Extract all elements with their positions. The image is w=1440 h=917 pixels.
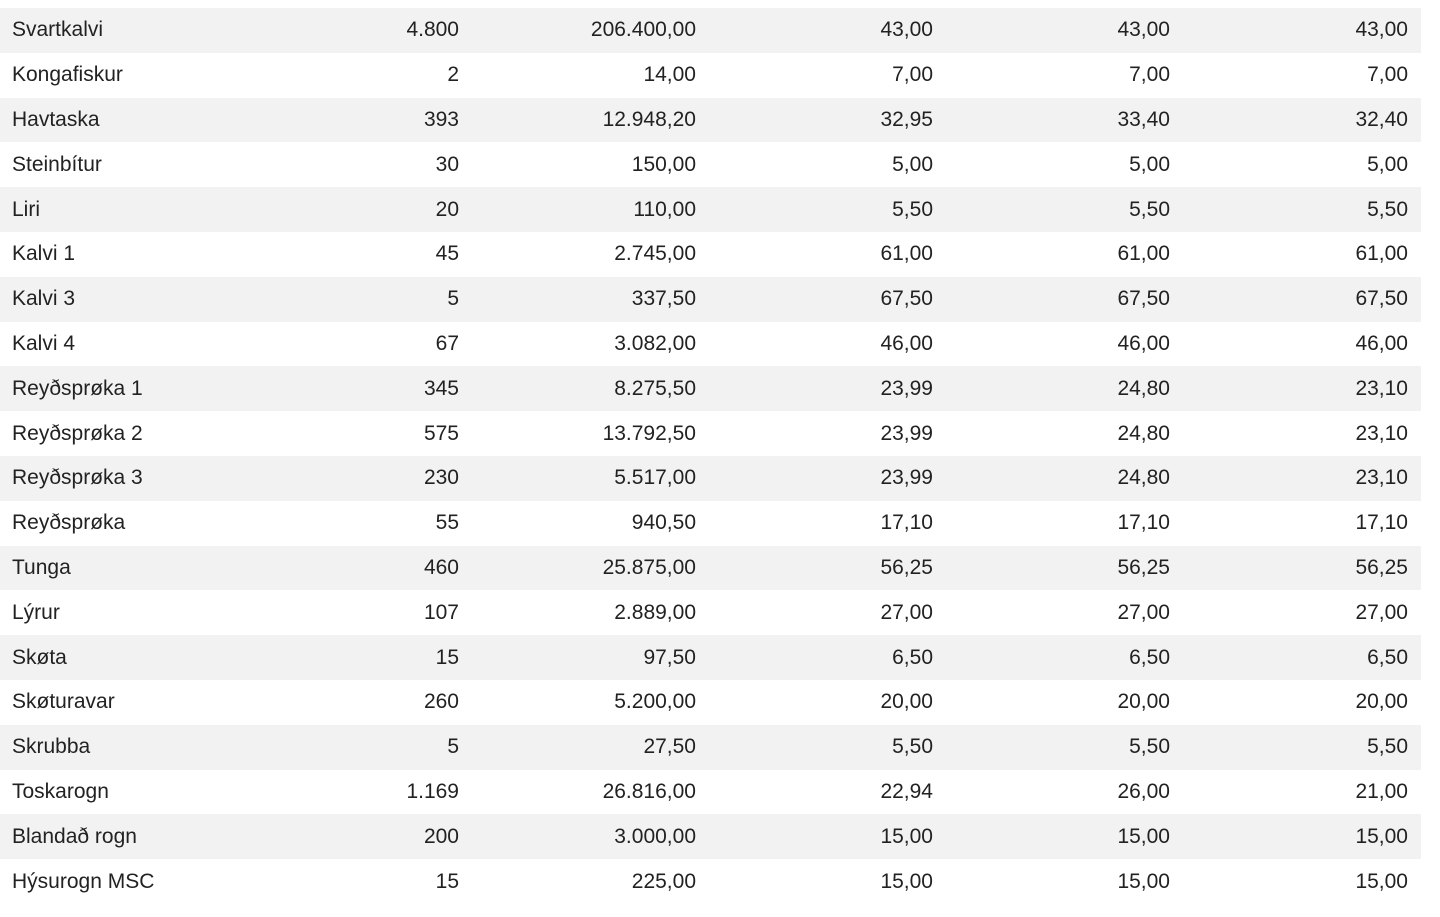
average-price-cell: 15,00 xyxy=(880,869,933,893)
lowest-price-cell: 67,50 xyxy=(1355,287,1408,311)
quantity-cell: 200 xyxy=(423,824,459,848)
average-price-cell: 67,50 xyxy=(880,287,933,311)
table-row xyxy=(0,322,1421,367)
average-price-cell: 20,00 xyxy=(880,690,933,714)
average-price-cell: 27,00 xyxy=(880,600,933,624)
species-name-cell: Reyðsprøka 2 xyxy=(12,421,143,445)
quantity-cell: 55 xyxy=(435,511,459,535)
lowest-price-cell: 32,40 xyxy=(1355,107,1408,131)
total-value-cell: 12.948,20 xyxy=(602,107,696,131)
average-price-cell: 61,00 xyxy=(880,242,933,266)
table-row xyxy=(0,142,1421,187)
quantity-cell: 5 xyxy=(447,287,459,311)
species-name-cell: Steinbítur xyxy=(12,152,102,176)
lowest-price-cell: 15,00 xyxy=(1355,869,1408,893)
lowest-price-cell: 5,00 xyxy=(1367,152,1408,176)
highest-price-cell: 67,50 xyxy=(1117,287,1170,311)
highest-price-cell: 46,00 xyxy=(1117,331,1170,355)
highest-price-cell: 26,00 xyxy=(1117,779,1170,803)
table-row xyxy=(0,53,1421,98)
lowest-price-cell: 5,50 xyxy=(1367,735,1408,759)
quantity-cell: 460 xyxy=(423,555,459,579)
highest-price-cell: 27,00 xyxy=(1117,600,1170,624)
total-value-cell: 8.275,50 xyxy=(614,376,696,400)
table-body xyxy=(0,8,1421,904)
species-name-cell: Toskarogn xyxy=(12,779,109,803)
lowest-price-cell: 23,10 xyxy=(1355,421,1408,445)
quantity-cell: 67 xyxy=(435,331,459,355)
quantity-cell: 260 xyxy=(423,690,459,714)
lowest-price-cell: 6,50 xyxy=(1367,645,1408,669)
total-value-cell: 26.816,00 xyxy=(602,779,696,803)
lowest-price-cell: 17,10 xyxy=(1355,511,1408,535)
average-price-cell: 22,94 xyxy=(880,779,933,803)
table-row xyxy=(0,546,1421,591)
species-name-cell: Kalvi 1 xyxy=(12,242,76,266)
table-row xyxy=(0,232,1421,277)
species-name-cell: Reyðsprøka 3 xyxy=(12,466,143,490)
lowest-price-cell: 43,00 xyxy=(1355,18,1408,42)
table-row xyxy=(0,635,1421,680)
quantity-cell: 1.169 xyxy=(406,779,459,803)
average-price-cell: 7,00 xyxy=(892,63,933,87)
total-value-cell: 110,00 xyxy=(633,197,696,221)
total-value-cell: 2.745,00 xyxy=(614,242,696,266)
total-value-cell: 5.200,00 xyxy=(614,690,696,714)
average-price-cell: 32,95 xyxy=(880,107,933,131)
table-row xyxy=(0,8,1421,53)
highest-price-cell: 61,00 xyxy=(1117,242,1170,266)
species-name-cell: Reyðsprøka xyxy=(12,511,126,535)
average-price-cell: 46,00 xyxy=(880,331,933,355)
highest-price-cell: 33,40 xyxy=(1117,107,1170,131)
average-price-cell: 43,00 xyxy=(880,18,933,42)
species-name-cell: Svartkalvi xyxy=(12,18,104,42)
auction-results-table xyxy=(0,8,1421,904)
average-price-cell: 23,99 xyxy=(880,376,933,400)
quantity-cell: 45 xyxy=(435,242,459,266)
species-name-cell: Liri xyxy=(12,197,41,221)
table-row xyxy=(0,814,1421,859)
species-name-cell: Hýsurogn MSC xyxy=(12,869,155,893)
quantity-cell: 345 xyxy=(423,376,459,400)
average-price-cell: 6,50 xyxy=(892,645,933,669)
quantity-cell: 393 xyxy=(423,107,459,131)
highest-price-cell: 5,50 xyxy=(1129,735,1170,759)
highest-price-cell: 24,80 xyxy=(1117,421,1170,445)
lowest-price-cell: 5,50 xyxy=(1367,197,1408,221)
lowest-price-cell: 61,00 xyxy=(1355,242,1408,266)
highest-price-cell: 5,00 xyxy=(1129,152,1170,176)
average-price-cell: 23,99 xyxy=(880,466,933,490)
highest-price-cell: 43,00 xyxy=(1117,18,1170,42)
table-row xyxy=(0,590,1421,635)
highest-price-cell: 15,00 xyxy=(1117,869,1170,893)
species-name-cell: Skøturavar xyxy=(12,690,115,714)
total-value-cell: 97,50 xyxy=(643,645,696,669)
quantity-cell: 30 xyxy=(435,152,459,176)
species-name-cell: Kalvi 3 xyxy=(12,287,76,311)
highest-price-cell: 24,80 xyxy=(1117,376,1170,400)
quantity-cell: 15 xyxy=(435,645,459,669)
lowest-price-cell: 7,00 xyxy=(1367,63,1408,87)
quantity-cell: 20 xyxy=(435,197,459,221)
average-price-cell: 23,99 xyxy=(880,421,933,445)
total-value-cell: 206.400,00 xyxy=(590,18,696,42)
total-value-cell: 150,00 xyxy=(631,152,696,176)
average-price-cell: 15,00 xyxy=(880,824,933,848)
lowest-price-cell: 20,00 xyxy=(1355,690,1408,714)
quantity-cell: 107 xyxy=(423,600,459,624)
highest-price-cell: 24,80 xyxy=(1117,466,1170,490)
table-row xyxy=(0,366,1421,411)
species-name-cell: Kalvi 4 xyxy=(12,331,76,355)
lowest-price-cell: 23,10 xyxy=(1355,376,1408,400)
total-value-cell: 940,50 xyxy=(631,511,696,535)
total-value-cell: 25.875,00 xyxy=(602,555,696,579)
table-row xyxy=(0,456,1421,501)
quantity-cell: 5 xyxy=(447,735,459,759)
average-price-cell: 5,50 xyxy=(892,735,933,759)
table-row xyxy=(0,411,1421,456)
table-row xyxy=(0,725,1421,770)
table-row xyxy=(0,98,1421,143)
total-value-cell: 225,00 xyxy=(631,869,696,893)
total-value-cell: 5.517,00 xyxy=(614,466,696,490)
total-value-cell: 3.000,00 xyxy=(614,824,696,848)
highest-price-cell: 20,00 xyxy=(1117,690,1170,714)
species-name-cell: Havtaska xyxy=(12,107,100,131)
quantity-cell: 2 xyxy=(447,63,459,87)
quantity-cell: 4.800 xyxy=(406,18,459,42)
table-row xyxy=(0,277,1421,322)
table-row xyxy=(0,859,1421,904)
total-value-cell: 337,50 xyxy=(631,287,696,311)
table-row xyxy=(0,770,1421,815)
highest-price-cell: 7,00 xyxy=(1129,63,1170,87)
average-price-cell: 17,10 xyxy=(880,511,933,535)
total-value-cell: 27,50 xyxy=(643,735,696,759)
species-name-cell: Tunga xyxy=(12,555,71,579)
lowest-price-cell: 21,00 xyxy=(1355,779,1408,803)
highest-price-cell: 17,10 xyxy=(1117,511,1170,535)
highest-price-cell: 5,50 xyxy=(1129,197,1170,221)
lowest-price-cell: 27,00 xyxy=(1355,600,1408,624)
species-name-cell: Reyðsprøka 1 xyxy=(12,376,143,400)
lowest-price-cell: 56,25 xyxy=(1355,555,1408,579)
quantity-cell: 230 xyxy=(423,466,459,490)
species-name-cell: Kongafiskur xyxy=(12,63,123,87)
total-value-cell: 3.082,00 xyxy=(614,331,696,355)
table-row xyxy=(0,501,1421,546)
total-value-cell: 2.889,00 xyxy=(614,600,696,624)
total-value-cell: 13.792,50 xyxy=(602,421,696,445)
highest-price-cell: 56,25 xyxy=(1117,555,1170,579)
table-row xyxy=(0,680,1421,725)
average-price-cell: 5,00 xyxy=(892,152,933,176)
lowest-price-cell: 15,00 xyxy=(1355,824,1408,848)
quantity-cell: 575 xyxy=(423,421,459,445)
auction-results-table-container xyxy=(0,8,1421,904)
total-value-cell: 14,00 xyxy=(643,63,696,87)
lowest-price-cell: 23,10 xyxy=(1355,466,1408,490)
average-price-cell: 5,50 xyxy=(892,197,933,221)
species-name-cell: Lýrur xyxy=(12,600,60,624)
species-name-cell: Skrubba xyxy=(12,735,91,759)
quantity-cell: 15 xyxy=(435,869,459,893)
highest-price-cell: 6,50 xyxy=(1129,645,1170,669)
highest-price-cell: 15,00 xyxy=(1117,824,1170,848)
table-row xyxy=(0,187,1421,232)
species-name-cell: Blandað rogn xyxy=(12,824,137,848)
average-price-cell: 56,25 xyxy=(880,555,933,579)
lowest-price-cell: 46,00 xyxy=(1355,331,1408,355)
species-name-cell: Skøta xyxy=(12,645,67,669)
